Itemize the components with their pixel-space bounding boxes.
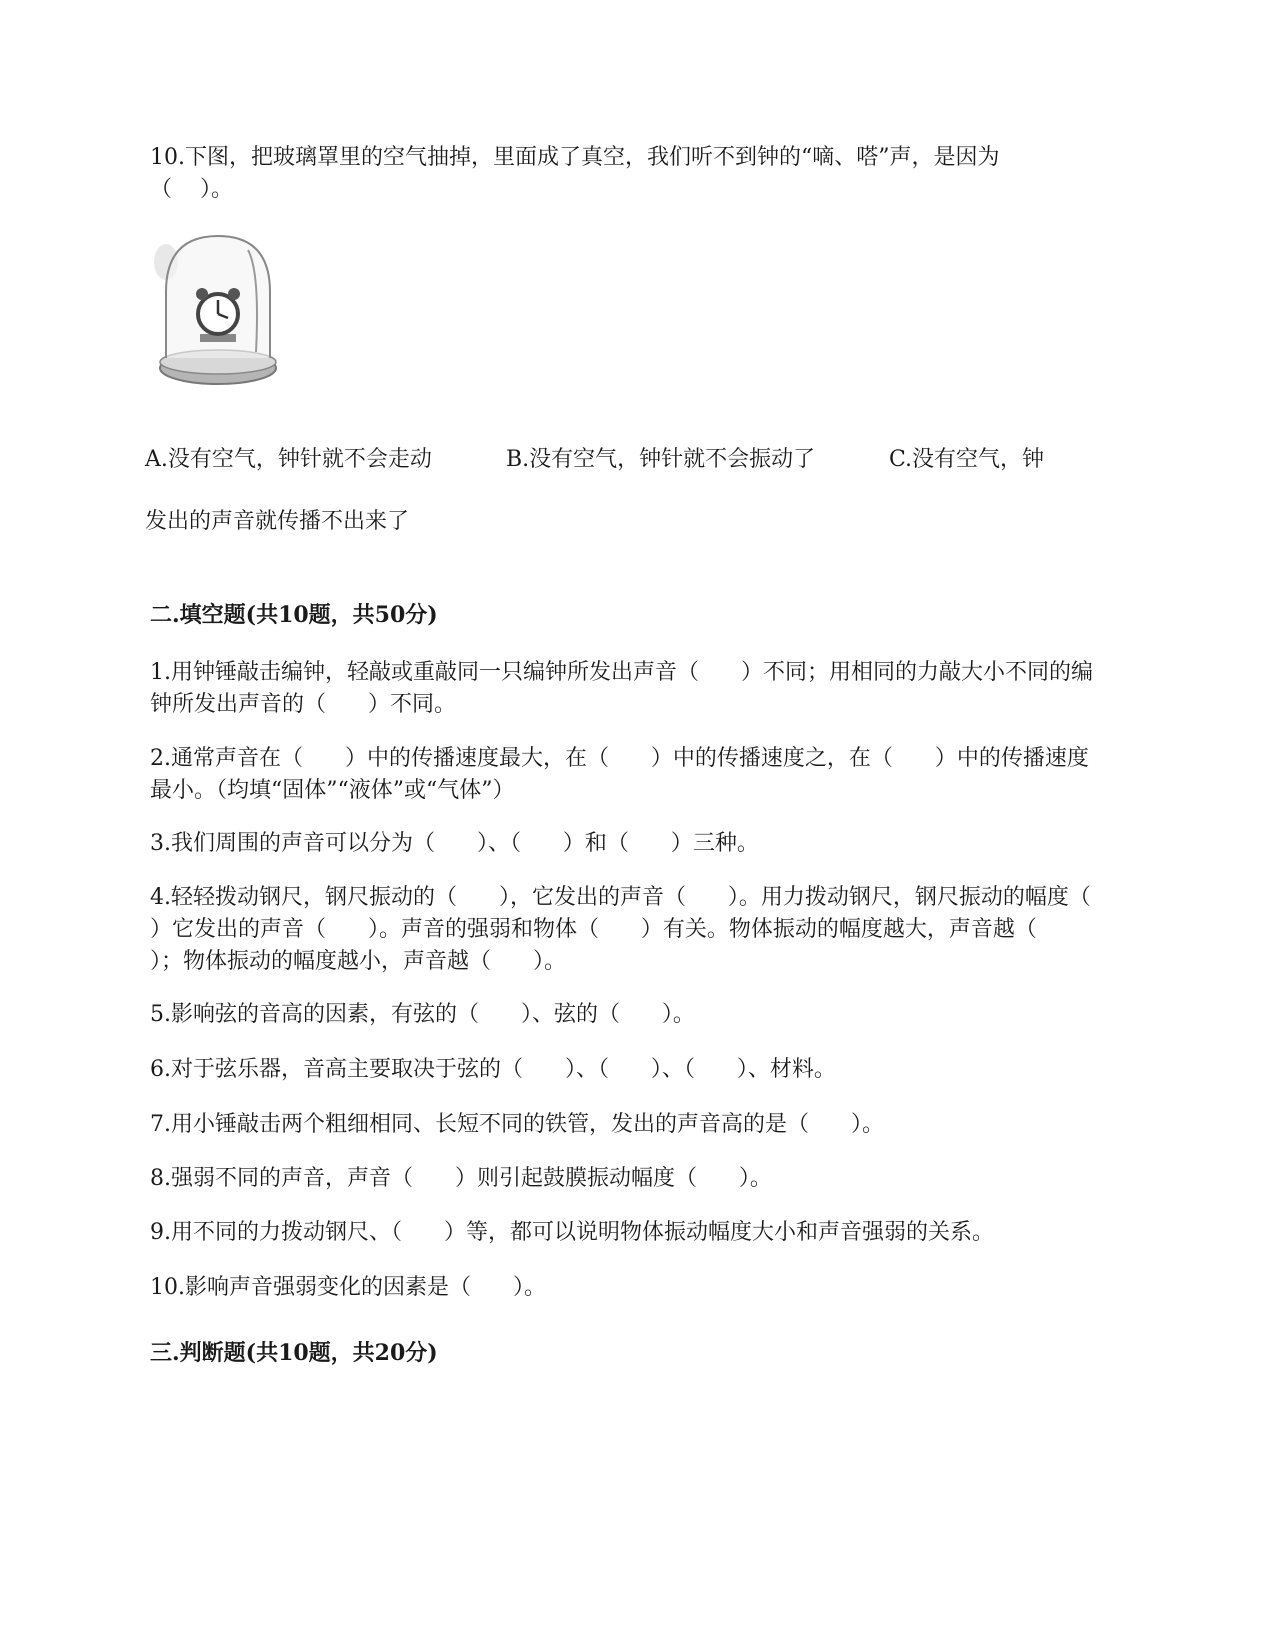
q10-option-c-continued: 发出的声音就传播不出来了 xyxy=(145,509,410,534)
fill-question-3: 3.我们周围的声音可以分为（ ）、（ ）和（ ）三种。 xyxy=(150,831,759,856)
fill-question-8: 8.强弱不同的声音，声音（ ）则引起鼓膜振动幅度（ ）。 xyxy=(150,1166,772,1191)
fill-question-10: 10.影响声音强弱变化的因素是（ ）。 xyxy=(150,1275,546,1300)
fill-question-5: 5.影响弦的音高的因素，有弦的（ ）、弦的（ ）。 xyxy=(150,1002,695,1027)
fill-question-2: 2.通常声音在（ ）中的传播速度最大，在（ ）中的传播速度之，在（ ）中的传播速度最小。（均填“固体”“液体”或“气体”） xyxy=(150,746,1089,803)
q10-option-a: A.没有空气，钟针就不会走动 xyxy=(145,447,432,472)
fill-question-9: 9.用不同的力拨动钢尺、（ ）等，都可以说明物体振动幅度大小和声音强弱的关系。 xyxy=(150,1220,994,1245)
fill-question-6: 6.对于弦乐器，音高主要取决于弦的（ ）、（ ）、（ ）、材料。 xyxy=(150,1057,836,1082)
q10-stem xyxy=(150,142,1110,206)
fill-question-1: 1.用钟锤敲击编钟，轻敲或重敲同一只编钟所发出声音（ ）不同；用相同的力敲大小不同的编钟所发出声音的（ ）不同。 xyxy=(150,660,1093,717)
q10-stem-line2: （ ）。 xyxy=(150,177,233,202)
fill-question-4: 4.轻轻拨动钢尺，钢尺振动的（ ），它发出的声音（ ）。用力拨动钢尺，钢尺振动的幅度（ ）它发出的声音（ ）。声音的强弱和物体（ ）有关。物体振动的幅度越大，声音越（ ）；物体振动的幅度越小，声音越（ ）。 xyxy=(150,885,1133,974)
section2-heading: 二.填空题(共10题，共50分) xyxy=(150,602,438,628)
fill-question-7: 7.用小锤敲击两个粗细相同、长短不同的铁管，发出的声音高的是（ ）。 xyxy=(150,1112,884,1137)
q10-stem-line1: 10.下图，把玻璃罩里的空气抽掉，里面成了真空，我们听不到钟的“嘀、嗒”声，是因为 xyxy=(150,145,1000,170)
q10-option-b: B.没有空气，钟针就不会振动了 xyxy=(506,447,816,472)
section3-heading: 三.判断题(共10题，共20分) xyxy=(150,1340,438,1366)
q10-option-c: C.没有空气，钟 xyxy=(889,447,1045,472)
bell-jar-alarm-clock-icon xyxy=(148,232,288,402)
